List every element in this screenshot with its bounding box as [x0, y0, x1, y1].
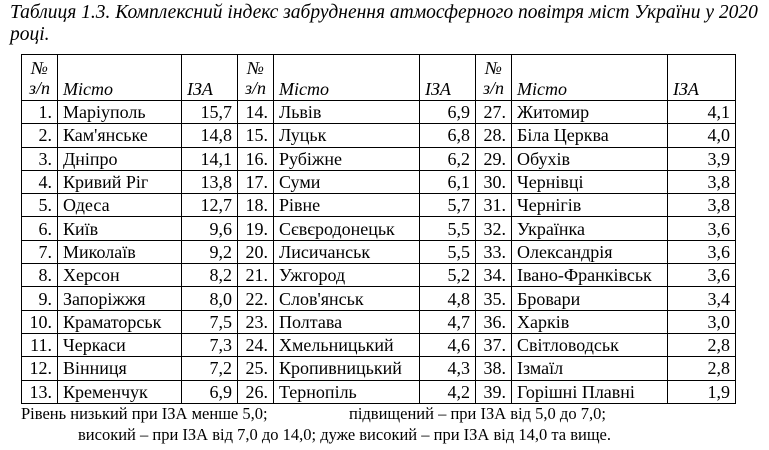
- row-number: 10.: [22, 310, 58, 333]
- index-value: 7,2: [182, 357, 238, 380]
- index-value: 3,9: [668, 147, 736, 170]
- city-name: Черкаси: [58, 333, 182, 356]
- pollution-index-table: [21, 54, 736, 404]
- header-city: Місто: [274, 55, 420, 101]
- city-name: Лисичанськ: [274, 240, 420, 263]
- index-value: 1,9: [668, 380, 736, 403]
- row-number: 32.: [476, 217, 512, 240]
- row-number: 38.: [476, 357, 512, 380]
- row-number: 22.: [238, 287, 274, 310]
- city-name: Чернівці: [512, 170, 668, 193]
- city-name: Обухів: [512, 147, 668, 170]
- note-low: Рівень низький при ІЗА менше 5,0;: [21, 404, 268, 423]
- city-name: Тернопіль: [274, 380, 420, 403]
- row-number: 37.: [476, 333, 512, 356]
- city-name: Одеса: [58, 194, 182, 217]
- table-row: [22, 380, 736, 403]
- row-number: 7.: [22, 240, 58, 263]
- index-value: 4,8: [420, 287, 476, 310]
- row-number: 9.: [22, 287, 58, 310]
- city-name: Світловодськ: [512, 333, 668, 356]
- index-value: 3,4: [668, 287, 736, 310]
- city-name: Рівне: [274, 194, 420, 217]
- city-name: Ужгород: [274, 264, 420, 287]
- table-header-row: [22, 55, 736, 101]
- index-value: 3,6: [668, 264, 736, 287]
- table-row: [22, 240, 736, 263]
- row-number: 35.: [476, 287, 512, 310]
- city-name: Хмельницький: [274, 333, 420, 356]
- city-name: Краматорськ: [58, 310, 182, 333]
- index-value: 5,7: [420, 194, 476, 217]
- index-value: 8,2: [182, 264, 238, 287]
- table-row: [22, 287, 736, 310]
- table-row: [22, 333, 736, 356]
- table-row: [22, 170, 736, 193]
- city-name: Кропивницький: [274, 357, 420, 380]
- index-value: 13,8: [182, 170, 238, 193]
- row-number: 31.: [476, 194, 512, 217]
- city-name: Полтава: [274, 310, 420, 333]
- index-value: 4,2: [420, 380, 476, 403]
- header-city: Місто: [512, 55, 668, 101]
- table-body: [22, 55, 736, 404]
- city-name: Бровари: [512, 287, 668, 310]
- index-value: 4,6: [420, 333, 476, 356]
- table-row: [22, 264, 736, 287]
- index-value: 3,8: [668, 170, 736, 193]
- city-name: Суми: [274, 170, 420, 193]
- row-number: 36.: [476, 310, 512, 333]
- row-number: 18.: [238, 194, 274, 217]
- index-value: 5,5: [420, 217, 476, 240]
- city-name: Олександрія: [512, 240, 668, 263]
- header-num: № з/п: [238, 55, 274, 101]
- city-name: Кременчук: [58, 380, 182, 403]
- city-name: Сєвєродонецьк: [274, 217, 420, 240]
- city-name: Житомир: [512, 101, 668, 124]
- city-name: Горішні Плавні: [512, 380, 668, 403]
- row-number: 20.: [238, 240, 274, 263]
- index-value: 3,6: [668, 240, 736, 263]
- header-index: ІЗА: [668, 55, 736, 101]
- row-number: 4.: [22, 170, 58, 193]
- index-value: 4,1: [668, 101, 736, 124]
- city-name: Дніпро: [58, 147, 182, 170]
- row-number: 16.: [238, 147, 274, 170]
- row-number: 27.: [476, 101, 512, 124]
- header-num: № з/п: [22, 55, 58, 101]
- city-name: Миколаїв: [58, 240, 182, 263]
- notes-line-2: високий – при ІЗА від 7,0 до 14,0; дуже високий – при ІЗА від 14,0 та вище.: [78, 425, 612, 444]
- index-value: 4,3: [420, 357, 476, 380]
- index-value: 2,8: [668, 357, 736, 380]
- row-number: 12.: [22, 357, 58, 380]
- row-number: 5.: [22, 194, 58, 217]
- row-number: 8.: [22, 264, 58, 287]
- row-number: 1.: [22, 101, 58, 124]
- index-value: 4,7: [420, 310, 476, 333]
- row-number: 39.: [476, 380, 512, 403]
- row-number: 17.: [238, 170, 274, 193]
- index-value: 14,1: [182, 147, 238, 170]
- row-number: 2.: [22, 124, 58, 147]
- index-value: 12,7: [182, 194, 238, 217]
- table-row: [22, 194, 736, 217]
- index-value: 2,8: [668, 333, 736, 356]
- row-number: 19.: [238, 217, 274, 240]
- index-value: 6,2: [420, 147, 476, 170]
- city-name: Київ: [58, 217, 182, 240]
- table-row: [22, 310, 736, 333]
- index-value: 3,8: [668, 194, 736, 217]
- row-number: 15.: [238, 124, 274, 147]
- index-value: 7,5: [182, 310, 238, 333]
- table-notes: [21, 403, 761, 445]
- table-row: [22, 124, 736, 147]
- city-name: Кам'янське: [58, 124, 182, 147]
- row-number: 11.: [22, 333, 58, 356]
- header-num: № з/п: [476, 55, 512, 101]
- table-caption: Таблиця 1.3. Комплексний індекс забруднення атмосферного повітря міст України у 2020 році.: [10, 2, 758, 45]
- row-number: 21.: [238, 264, 274, 287]
- city-name: Рубіжне: [274, 147, 420, 170]
- index-value: 8,0: [182, 287, 238, 310]
- index-value: 3,6: [668, 217, 736, 240]
- city-name: Херсон: [58, 264, 182, 287]
- index-value: 6,1: [420, 170, 476, 193]
- row-number: 29.: [476, 147, 512, 170]
- row-number: 23.: [238, 310, 274, 333]
- row-number: 25.: [238, 357, 274, 380]
- row-number: 26.: [238, 380, 274, 403]
- header-index: ІЗА: [182, 55, 238, 101]
- city-name: Луцьк: [274, 124, 420, 147]
- row-number: 14.: [238, 101, 274, 124]
- row-number: 6.: [22, 217, 58, 240]
- city-name: Харків: [512, 310, 668, 333]
- index-value: 5,2: [420, 264, 476, 287]
- header-city: Місто: [58, 55, 182, 101]
- city-name: Кривий Ріг: [58, 170, 182, 193]
- city-name: Львів: [274, 101, 420, 124]
- table-row: [22, 357, 736, 380]
- city-name: Вінниця: [58, 357, 182, 380]
- city-name: Чернігів: [512, 194, 668, 217]
- index-value: 4,0: [668, 124, 736, 147]
- notes-line-1: [21, 403, 761, 424]
- table-row: [22, 147, 736, 170]
- row-number: 34.: [476, 264, 512, 287]
- row-number: 33.: [476, 240, 512, 263]
- city-name: Запоріжжя: [58, 287, 182, 310]
- row-number: 30.: [476, 170, 512, 193]
- index-value: 3,0: [668, 310, 736, 333]
- index-value: 6,9: [182, 380, 238, 403]
- row-number: 24.: [238, 333, 274, 356]
- city-name: Біла Церква: [512, 124, 668, 147]
- row-number: 13.: [22, 380, 58, 403]
- index-value: 14,8: [182, 124, 238, 147]
- index-value: 15,7: [182, 101, 238, 124]
- row-number: 3.: [22, 147, 58, 170]
- index-value: 9,6: [182, 217, 238, 240]
- city-name: Українка: [512, 217, 668, 240]
- index-value: 9,2: [182, 240, 238, 263]
- index-value: 5,5: [420, 240, 476, 263]
- index-value: 7,3: [182, 333, 238, 356]
- index-value: 6,8: [420, 124, 476, 147]
- table-row: [22, 101, 736, 124]
- city-name: Слов'янськ: [274, 287, 420, 310]
- note-elevated: підвищений – при ІЗА від 5,0 до 7,0;: [349, 404, 606, 423]
- row-number: 28.: [476, 124, 512, 147]
- table-row: [22, 217, 736, 240]
- header-index: ІЗА: [420, 55, 476, 101]
- city-name: Івано-Франківськ: [512, 264, 668, 287]
- index-value: 6,9: [420, 101, 476, 124]
- city-name: Ізмаїл: [512, 357, 668, 380]
- city-name: Маріуполь: [58, 101, 182, 124]
